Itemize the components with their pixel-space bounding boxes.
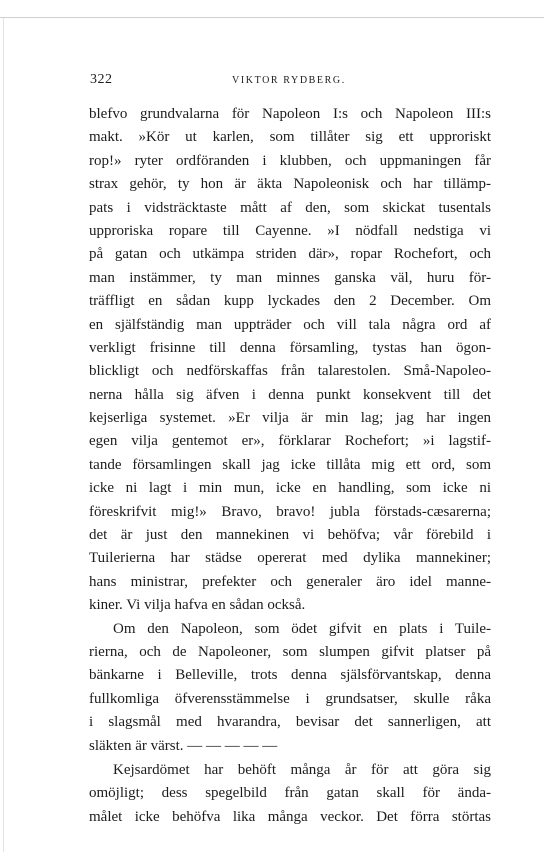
text-line: bänkarne i Belleville, trots denna själsförvantskap, denna: [89, 667, 491, 684]
text-line: blickligt och nedförskaffas från talarestolen. Små-Napoleo-: [89, 363, 491, 380]
text-line: upproriska ropare till Cayenne. »I nödfall nedstiga vi: [89, 222, 491, 239]
text-line: nerna hålla sig äfven i denna punkt konsekvent till det: [89, 386, 491, 403]
page-left-edge: [3, 18, 4, 852]
running-title: VIKTOR RYDBERG.: [232, 75, 346, 86]
text-line: verkligt frisinne till denna församling, tystas han ögon-: [89, 339, 491, 356]
text-line: rop!» ryter ordföranden i klubben, och uppmaningen får: [89, 152, 491, 169]
text-line: Kejsardömet har behöft många år för att göra sig: [113, 761, 491, 778]
text-line: tande församlingen skall jag icke tillåta mig ett ord, som: [89, 456, 491, 473]
text-line: makt. »Kör ut karlen, som tillåter sig ett upproriskt: [89, 129, 491, 146]
page-number: 322: [90, 72, 113, 87]
text-line: egen vilja gentemot er», förklarar Rochefort; »i lagstif-: [89, 433, 491, 450]
text-line: blefvo grundvalarna för Napoleon I:s och Napoleon III:s: [89, 106, 491, 122]
text-line: icke ni lagt i min mun, icke en handling, som icke ni: [89, 480, 491, 497]
text-line: i slagsmål med hvarandra, bevisar det sannerligen, att: [89, 714, 491, 731]
text-line: på gatan och utkämpa striden där», ropar Rochefort, och: [89, 246, 491, 263]
text-line: kiner. Vi vilja hafva en sådan också.: [89, 597, 306, 614]
text-line: Om den Napoleon, som ödet gifvit en plats i Tuile-: [113, 620, 491, 637]
text-line: en själfständig man uppträder och vill tala några ord af: [89, 316, 491, 333]
page-header: [90, 72, 490, 88]
text-line: fullkomliga öfverensstämmelse i grundsatser, skulle råka: [89, 690, 491, 707]
text-line: man instämmer, ty man minnes ganska väl, huru för-: [89, 269, 491, 286]
text-line: kejserliga systemet. »Er vilja är min lag; jag har ingen: [89, 410, 491, 427]
text-line: Tuilerierna har städse opererat med dylika mannekiner;: [89, 550, 491, 567]
body-text: [89, 103, 491, 829]
text-line: omöjligt; dess spegelbild från gatan skall för ända-: [89, 785, 491, 802]
text-line: rierna, och de Napoleoner, som slumpen gifvit platser på: [89, 643, 491, 660]
text-line: pats i vidsträcktaste mått af den, som skickat tusentals: [89, 199, 491, 216]
page-top-edge: [0, 17, 544, 18]
text-line: föreskrifvit mig!» Bravo, bravo! jubla förstads-cæsarerna;: [89, 503, 491, 520]
text-line: det är just den mannekinen vi behöfva; vår förebild i: [89, 527, 491, 544]
text-line: målet icke behöfva lika många veckor. Det förra störtas: [89, 808, 491, 825]
text-line: hans ministrar, prefekter och generaler äro idel manne-: [89, 573, 491, 590]
text-line: strax gehör, ty hon är äkta Napoleonisk och har tillämp-: [89, 176, 491, 193]
text-line: träffligt en sådan kupp lyckades den 2 December. Om: [89, 293, 491, 310]
text-line: släkten är värst. — — — — —: [89, 737, 278, 754]
